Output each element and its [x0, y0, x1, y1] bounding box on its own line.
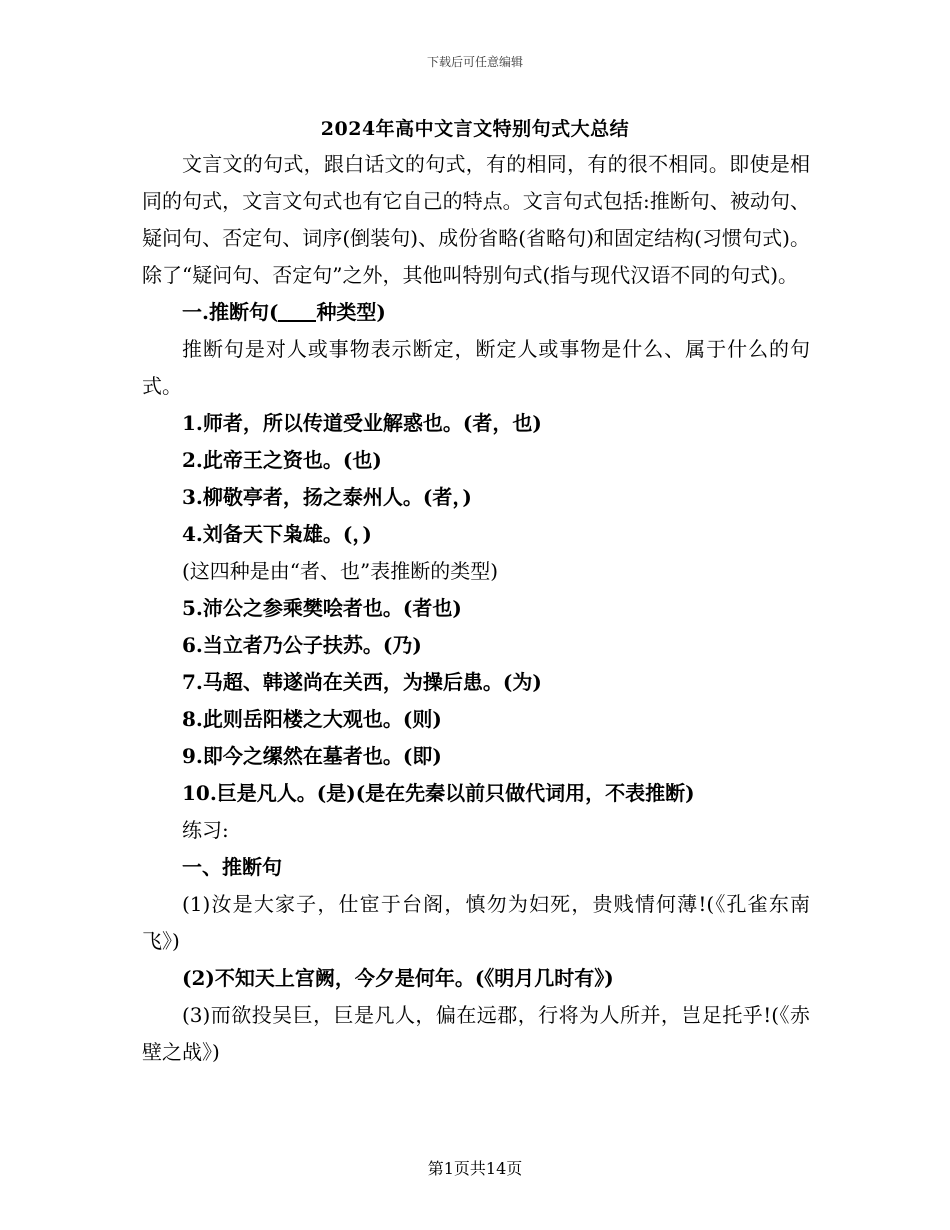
document-body — [142, 146, 810, 1071]
example-item: 5.沛公之参乘樊哙者也。(者也) — [182, 596, 462, 620]
example-item: 6.当立者乃公子扶苏。(乃) — [182, 633, 422, 657]
intro-paragraph: 文言文的句式，跟白话文的句式，有的相同，有的很不相同。即使是相同的句式，文言文句式也有它自己的特点。文言句式包括:推断句、被动句、疑问句、否定句、词序(倒装句)、成份省略(省略句)和固定结构(习惯句式)。除了“疑问句、否定句”之外，其他叫特别句式(指与现代汉语不同的句式)。 — [142, 152, 810, 287]
practice-label: 练习: — [182, 818, 229, 842]
example-item: 10.巨是凡人。(是)(是在先秦以前只做代词用，不表推断) — [182, 781, 695, 805]
example-item: 4.刘备天下枭雄。(，) — [182, 522, 372, 546]
section-heading-judgment — [142, 294, 810, 331]
example-item: 8.此则岳阳楼之大观也。(则) — [182, 707, 442, 731]
example-item: 9.即今之缧然在墓者也。(即) — [182, 744, 442, 768]
practice-question: (2)不知天上宫阙，今夕是何年。(《明月几时有》) — [182, 966, 614, 990]
example-item: 7.马超、韩遂尚在关西，为操后患。(为) — [182, 670, 542, 694]
section-heading-suffix: 种类型) — [316, 300, 386, 324]
definition-paragraph: 推断句是对人或事物表示断定，断定人或事物是什么、属于什么的句式。 — [142, 337, 810, 398]
fill-blank — [278, 300, 316, 322]
type-note: (这四种是由“者、也”表推断的类型) — [182, 559, 499, 583]
practice-question: (3)而欲投吴巨，巨是凡人，偏在远郡，行将为人所并，岂足托乎!(《赤壁之战》) — [142, 1003, 810, 1064]
practice-question: (1)汝是大家子，仕宦于台阁，慎勿为妇死，贵贱情何薄!(《孔雀东南飞》) — [142, 892, 810, 953]
example-item: 1.师者，所以传道受业解惑也。(者，也) — [182, 411, 542, 435]
header-note: 下载后可任意编辑 — [426, 55, 523, 69]
practice-heading: 一、推断句 — [182, 855, 282, 879]
document-title: 2024年高中文言文特别句式大总结 — [320, 118, 630, 140]
example-item: 3.柳敬亭者，扬之泰州人。(者，) — [182, 485, 472, 509]
example-item: 2.此帝王之资也。(也) — [182, 448, 382, 472]
section-heading-prefix: 一.推断句( — [182, 300, 279, 324]
page-footer: 第1页共14页 — [427, 1159, 523, 1178]
